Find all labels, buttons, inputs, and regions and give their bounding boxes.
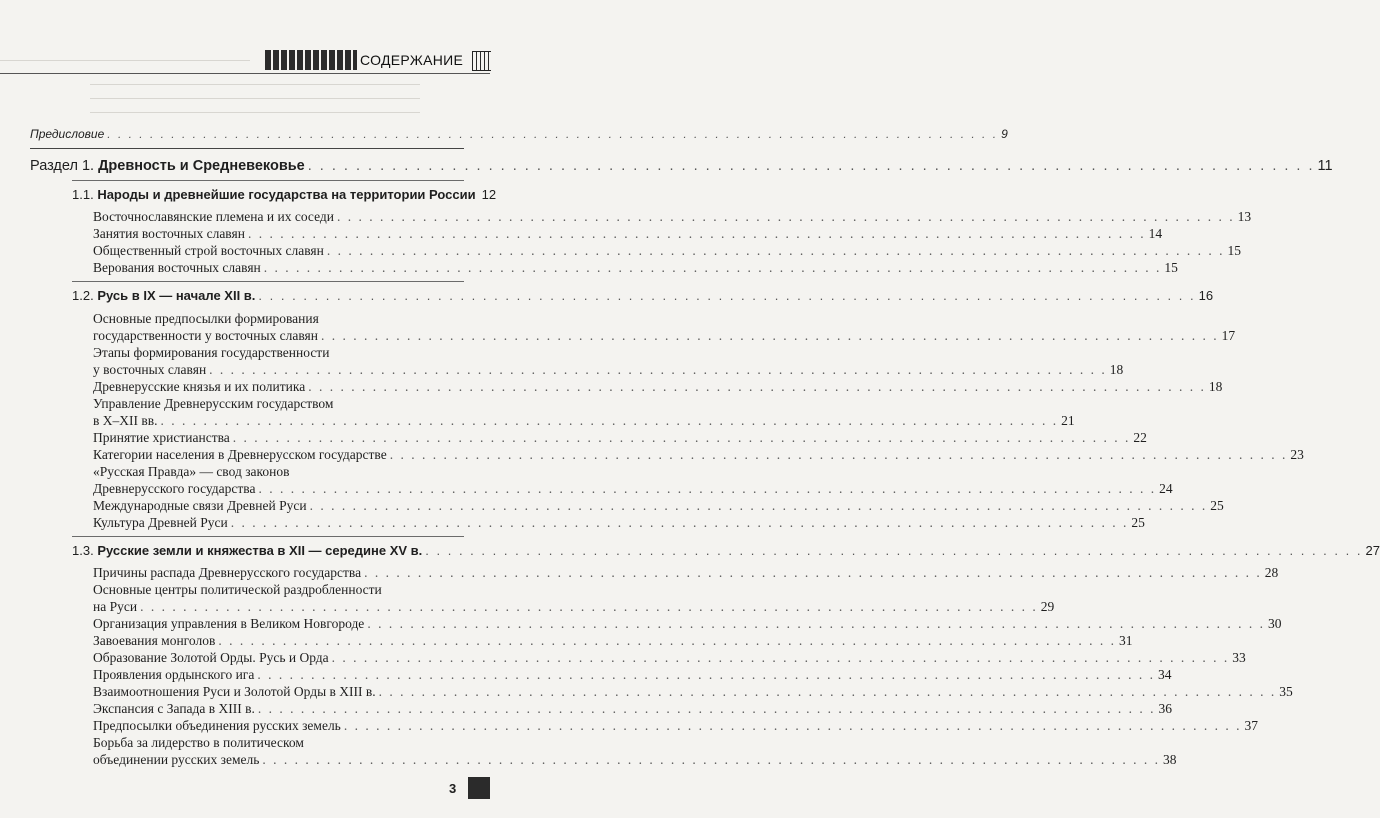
section-prefix: Раздел 1. xyxy=(30,158,95,174)
dot-leader xyxy=(308,158,1315,174)
bleed-through xyxy=(90,112,420,113)
toc-item-title: Организация управления в Великом Новгороде xyxy=(93,616,365,631)
toc-item[interactable] xyxy=(93,650,1246,666)
dot-leader xyxy=(321,328,1219,344)
toc-item[interactable] xyxy=(93,752,1177,768)
toc-item-first-line[interactable]: Борьба за лидерство в политическом xyxy=(93,735,304,750)
dot-leader xyxy=(379,684,1277,700)
page-ref: 25 xyxy=(1131,515,1145,530)
page-number-tab xyxy=(468,777,490,799)
toc-item-title: на Руси xyxy=(93,599,138,614)
dot-leader xyxy=(259,481,1157,497)
dot-leader xyxy=(262,752,1160,768)
subsection-number: 1.3. xyxy=(72,543,94,558)
dot-leader xyxy=(344,718,1242,734)
subsection-title: Русские земли и княжества в XII — середине XV в. xyxy=(97,543,423,558)
header-stripes xyxy=(265,50,357,70)
dot-leader xyxy=(367,616,1265,632)
page-ref: 31 xyxy=(1118,633,1133,648)
preface-label: Предисловие xyxy=(30,127,105,141)
page-ref: 13 xyxy=(1237,209,1252,224)
page-ref: 15 xyxy=(1227,243,1241,258)
page-ref: 25 xyxy=(1210,498,1224,513)
page-ref: 17 xyxy=(1221,328,1236,343)
page-ref: 9 xyxy=(1001,127,1008,141)
page-ref: 23 xyxy=(1290,447,1304,462)
dot-leader xyxy=(107,127,998,141)
toc-item[interactable] xyxy=(93,701,1172,717)
page-ref: 27 xyxy=(1365,543,1380,558)
subsection-number: 1.1. xyxy=(72,187,94,202)
toc-item[interactable] xyxy=(93,413,1075,429)
toc-item-title: Восточнославянские племена и их соседи xyxy=(93,209,334,224)
page-ref: 22 xyxy=(1133,430,1147,445)
subsection-entry[interactable] xyxy=(72,543,1380,558)
dot-leader xyxy=(161,413,1059,429)
toc-item-title: Предпосылки объединения русских земель xyxy=(93,718,341,733)
toc-item-title: Образование Золотой Орды. Русь и Орда xyxy=(93,650,329,665)
dot-leader xyxy=(233,430,1131,446)
page-ref: 35 xyxy=(1279,684,1293,699)
page-ref: 16 xyxy=(1198,288,1214,303)
page-ref: 18 xyxy=(1109,362,1124,377)
dot-leader xyxy=(258,288,1195,303)
page-ref: 12 xyxy=(481,187,497,202)
toc-item-title: Древнерусского государства xyxy=(93,481,256,496)
page-ref: 36 xyxy=(1158,701,1172,716)
toc-item[interactable] xyxy=(93,684,1293,700)
dot-leader xyxy=(140,599,1038,615)
toc-item-title: Занятия восточных славян xyxy=(93,226,245,241)
page-ref: 14 xyxy=(1148,226,1163,241)
header-rule xyxy=(0,73,490,74)
toc-item[interactable] xyxy=(93,481,1173,497)
header-tail-stripes xyxy=(472,51,491,71)
dot-leader xyxy=(218,633,1116,649)
page-ref: 37 xyxy=(1244,718,1258,733)
header-title: СОДЕРЖАНИЕ xyxy=(360,52,464,68)
toc-item-first-line[interactable]: Основные центры политической раздробленности xyxy=(93,582,382,597)
subsection-rule xyxy=(72,281,464,282)
subsection-entry[interactable] xyxy=(72,288,1214,303)
toc-item-title: Взаимоотношения Руси и Золотой Орды в XIII в. xyxy=(93,684,376,699)
dot-leader xyxy=(337,209,1235,225)
toc-item-title: объединении русских земель xyxy=(93,752,260,767)
toc-item-title: государственности у восточных славян xyxy=(93,328,318,343)
subsection-title: Народы и древнейшие государства на территории России xyxy=(97,187,476,202)
toc-item[interactable] xyxy=(93,599,1055,615)
toc-item-title: в X–XII вв. xyxy=(93,413,158,428)
page-ref: 18 xyxy=(1208,379,1223,394)
toc-item[interactable] xyxy=(93,430,1147,446)
page-number: 3 xyxy=(449,781,457,796)
dot-leader xyxy=(327,243,1225,259)
toc-item-title: у восточных славян xyxy=(93,362,207,377)
toc-item[interactable] xyxy=(93,379,1223,395)
toc-item[interactable] xyxy=(93,209,1252,225)
toc-item-title: Древнерусские князья и их политика xyxy=(93,379,306,394)
toc-item-title: Принятие христианства xyxy=(93,430,230,445)
toc-item[interactable] xyxy=(93,515,1145,531)
toc-item-title: Верования восточных славян xyxy=(93,260,261,275)
dot-leader xyxy=(258,701,1156,717)
dot-leader xyxy=(425,543,1362,558)
toc-item-first-line[interactable]: Управление Древнерусским государством xyxy=(93,396,334,411)
dot-leader xyxy=(231,515,1129,531)
toc-item-title: Культура Древней Руси xyxy=(93,515,228,530)
dot-leader xyxy=(264,260,1162,276)
page-ref: 34 xyxy=(1157,667,1172,682)
dot-leader xyxy=(257,667,1155,683)
toc-item[interactable] xyxy=(93,362,1124,378)
dot-leader xyxy=(310,498,1208,514)
toc-item-first-line[interactable]: Этапы формирования государственности xyxy=(93,345,330,360)
page-ref: 28 xyxy=(1264,565,1279,580)
page-ref: 33 xyxy=(1232,650,1246,665)
page-header xyxy=(265,50,490,70)
toc-item[interactable] xyxy=(93,447,1304,463)
toc-item-title: Международные связи Древней Руси xyxy=(93,498,307,513)
page-ref: 15 xyxy=(1164,260,1178,275)
page-ref: 11 xyxy=(1317,158,1333,174)
toc-item[interactable] xyxy=(93,328,1236,344)
bleed-through xyxy=(90,98,420,99)
subsection-rule xyxy=(72,180,464,181)
section-entry[interactable] xyxy=(30,158,1333,174)
dot-leader xyxy=(209,362,1107,378)
subsection-entry[interactable] xyxy=(72,187,497,202)
dot-leader xyxy=(332,650,1230,666)
subsection-title: Русь в IX — начале XII в. xyxy=(97,288,256,303)
bleed-through xyxy=(90,84,420,85)
page-ref: 29 xyxy=(1040,599,1055,614)
section-rule xyxy=(30,148,464,149)
toc-item-first-line[interactable]: Основные предпосылки формирования xyxy=(93,311,319,326)
toc-item[interactable] xyxy=(93,633,1133,649)
dot-leader xyxy=(364,565,1262,581)
toc-item[interactable] xyxy=(93,718,1258,734)
toc-item[interactable] xyxy=(93,260,1178,276)
toc-item-title: Причины распада Древнерусского государства xyxy=(93,565,362,580)
toc-item[interactable] xyxy=(93,226,1163,242)
toc-item[interactable] xyxy=(93,498,1224,514)
preface-entry[interactable] xyxy=(30,127,1008,141)
toc-item-title: Категории населения в Древнерусском государстве xyxy=(93,447,387,462)
dot-leader xyxy=(390,447,1288,463)
toc-item-title: Экспансия с Запада в XIII в. xyxy=(93,701,255,716)
subsection-rule xyxy=(72,536,464,537)
dot-leader xyxy=(248,226,1146,242)
toc-item-title: Общественный строй восточных славян xyxy=(93,243,324,258)
toc-item-first-line[interactable]: «Русская Правда» — свод законов xyxy=(93,464,290,479)
section-title: Древность и Средневековье xyxy=(98,158,305,174)
subsection-number: 1.2. xyxy=(72,288,94,303)
toc-item[interactable] xyxy=(93,667,1172,683)
page-ref: 38 xyxy=(1163,752,1177,767)
page-ref: 21 xyxy=(1061,413,1075,428)
bleed-through xyxy=(0,60,250,61)
toc-item[interactable] xyxy=(93,243,1241,259)
toc-item[interactable] xyxy=(93,565,1279,581)
toc-item-title: Проявления ордынского ига xyxy=(93,667,255,682)
page-ref: 24 xyxy=(1159,481,1173,496)
toc-item[interactable] xyxy=(93,616,1282,632)
toc-item-title: Завоевания монголов xyxy=(93,633,216,648)
page-ref: 30 xyxy=(1267,616,1282,631)
dot-leader xyxy=(308,379,1206,395)
